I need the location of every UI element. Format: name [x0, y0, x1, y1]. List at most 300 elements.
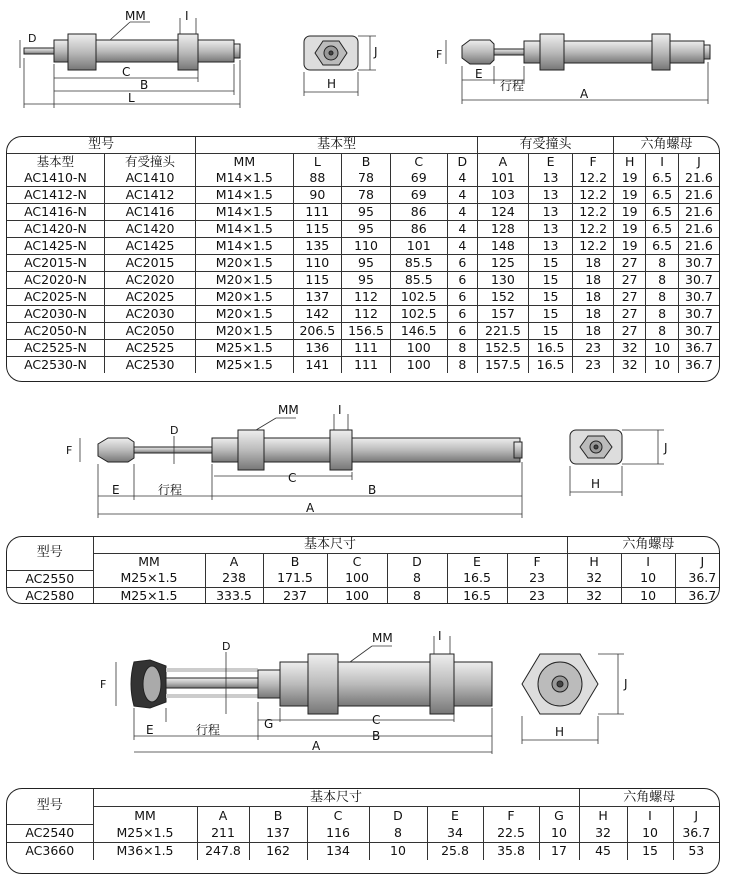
table-cell: AC2030-N: [7, 306, 104, 323]
table-cell: 15: [627, 842, 673, 860]
table-cell: 34: [427, 824, 483, 842]
table-cell: 135: [293, 238, 342, 255]
table-cell: 157: [478, 306, 529, 323]
table-cell: 8: [646, 289, 678, 306]
table-row: [7, 340, 719, 357]
table-cell: 101: [390, 238, 447, 255]
table-cell: M20×1.5: [196, 272, 293, 289]
table-cell: 8: [369, 824, 427, 842]
table-cell: 23: [573, 357, 614, 374]
column-header: I: [627, 807, 673, 825]
table-cell: 115: [293, 272, 342, 289]
table-cell: 8: [646, 323, 678, 340]
column-header: A: [478, 154, 529, 171]
table-cell: 221.5: [478, 323, 529, 340]
label-j: J: [664, 441, 668, 455]
table-row: [7, 187, 719, 204]
table-cell: 45: [579, 842, 627, 860]
table-cell: AC2015-N: [7, 255, 104, 272]
table-row: [7, 570, 720, 587]
table-row: [7, 255, 719, 272]
shock-absorber-large: [131, 654, 492, 714]
table-cell: AC1416: [104, 204, 195, 221]
label-c: C: [122, 65, 131, 79]
table-cell: AC1410: [104, 170, 195, 187]
table-cell: 102.5: [390, 306, 447, 323]
label-l: L: [128, 91, 135, 105]
table-cell: M14×1.5: [196, 170, 293, 187]
table-cell: 4: [447, 170, 477, 187]
table-cell: 8: [447, 357, 477, 374]
table-cell: AC2540: [7, 824, 93, 842]
table-cell: 21.6: [678, 221, 719, 238]
label-d: D: [222, 640, 231, 653]
table-row: [7, 306, 719, 323]
table-cell: 16.5: [447, 570, 507, 587]
table-cell: 137: [249, 824, 307, 842]
table-cell: 112: [342, 306, 391, 323]
table-cell: AC2020: [104, 272, 195, 289]
header-model: 型号: [7, 537, 93, 570]
label-stroke: 行程: [196, 723, 221, 737]
table-cell: AC2525-N: [7, 340, 104, 357]
table-cell: 27: [613, 323, 645, 340]
table-cell: 6: [447, 255, 477, 272]
table-cell: 30.7: [678, 272, 719, 289]
table-cell: 17: [539, 842, 579, 860]
label-g: G: [264, 717, 274, 731]
table-cell: 333.5: [205, 587, 263, 604]
label-f: F: [100, 678, 107, 691]
table-cell: M25×1.5: [93, 824, 197, 842]
table-cell: AC2530: [104, 357, 195, 374]
table-cell: 10: [621, 587, 675, 604]
table-cell: AC1425: [104, 238, 195, 255]
table-cell: 100: [327, 587, 387, 604]
table-cell: 15: [528, 255, 573, 272]
table-cell: 95: [342, 272, 391, 289]
header-model: 型号: [7, 789, 93, 824]
column-header: F: [573, 154, 614, 171]
column-header: H: [567, 554, 621, 571]
table-row: [7, 238, 719, 255]
table-cell: 15: [528, 323, 573, 340]
table-cell: 8: [646, 306, 678, 323]
column-header: C: [327, 554, 387, 571]
table-cell: 101: [478, 170, 529, 187]
table-cell: 18: [573, 255, 614, 272]
table-cell: M25×1.5: [196, 340, 293, 357]
table-cell: M14×1.5: [196, 221, 293, 238]
table-cell: 21.6: [678, 204, 719, 221]
table-row: [7, 842, 719, 860]
table-cell: 36.7: [678, 357, 719, 374]
table-cell: 6.5: [646, 187, 678, 204]
table-cell: 13: [528, 238, 573, 255]
table-cell: 85.5: [390, 272, 447, 289]
table-cell: 110: [342, 238, 391, 255]
subheader-row: [7, 154, 719, 171]
table-cell: 78: [342, 170, 391, 187]
label-a: A: [306, 501, 315, 515]
table-cell: 10: [627, 824, 673, 842]
table-cell: 18: [573, 289, 614, 306]
table-cell: 136: [293, 340, 342, 357]
table-cell: 21.6: [678, 238, 719, 255]
table-cell: 12.2: [573, 221, 614, 238]
column-header: G: [539, 807, 579, 825]
table-row: [7, 170, 719, 187]
column-header: MM: [93, 807, 197, 825]
table-cell: 15: [528, 289, 573, 306]
column-header: B: [342, 154, 391, 171]
table-cell: 18: [573, 306, 614, 323]
table-cell: 111: [342, 357, 391, 374]
table-cell: 16.5: [528, 340, 573, 357]
shock-absorber-side-view: [24, 34, 240, 70]
table-cell: M14×1.5: [196, 204, 293, 221]
column-header: D: [369, 807, 427, 825]
table-cell: 23: [507, 570, 567, 587]
table-cell: 247.8: [197, 842, 249, 860]
table-cell: 171.5: [263, 570, 327, 587]
table-cell: 8: [646, 255, 678, 272]
table-cell: 35.8: [483, 842, 539, 860]
table-cell: 36.7: [678, 340, 719, 357]
header-hex-nut: 六角螺母: [567, 537, 720, 554]
header-hex-nut: 六角螺母: [579, 789, 719, 807]
table-cell: 100: [327, 570, 387, 587]
subheader-row: [7, 807, 719, 825]
column-header: L: [293, 154, 342, 171]
table-cell: 95: [342, 255, 391, 272]
table-cell: 27: [613, 306, 645, 323]
table-row: [7, 221, 719, 238]
label-c: C: [372, 713, 381, 727]
label-j: J: [374, 45, 378, 59]
label-f: F: [66, 444, 73, 457]
table-cell: 30.7: [678, 306, 719, 323]
header-basic-dims: 基本尺寸: [93, 789, 579, 807]
column-header: E: [447, 554, 507, 571]
table-cell: 8: [387, 587, 447, 604]
table-cell: 12.2: [573, 187, 614, 204]
table-cell: 134: [307, 842, 369, 860]
column-header: C: [390, 154, 447, 171]
table-cell: 27: [613, 272, 645, 289]
table-cell: M20×1.5: [196, 323, 293, 340]
label-h: H: [327, 77, 337, 91]
table-cell: 86: [390, 204, 447, 221]
table-cell: 90: [293, 187, 342, 204]
column-header: E: [427, 807, 483, 825]
hex-nut-end-view-2: [570, 430, 622, 464]
table-cell: AC1420: [104, 221, 195, 238]
column-header: B: [249, 807, 307, 825]
label-i: I: [338, 403, 342, 417]
table-row: [7, 204, 719, 221]
column-header: 有受撞头: [104, 154, 195, 171]
table-cell: 23: [507, 587, 567, 604]
table-cell: 32: [567, 587, 621, 604]
shock-absorber-long: [98, 430, 522, 470]
table-cell: 100: [390, 340, 447, 357]
table-cell: 25.8: [427, 842, 483, 860]
table-cell: 32: [579, 824, 627, 842]
label-mm: MM: [372, 631, 393, 645]
label-mm: MM: [125, 9, 146, 23]
table-cell: M14×1.5: [196, 187, 293, 204]
table-cell: 23: [573, 340, 614, 357]
table-cell: 85.5: [390, 255, 447, 272]
table-cell: 12.2: [573, 238, 614, 255]
table-cell: M25×1.5: [93, 587, 205, 604]
table-cell: 6.5: [646, 204, 678, 221]
table-cell: AC2530-N: [7, 357, 104, 374]
table-cell: 27: [613, 255, 645, 272]
table-cell: 103: [478, 187, 529, 204]
table-cell: AC2025-N: [7, 289, 104, 306]
table-cell: 110: [293, 255, 342, 272]
hex-nut-end-view: [304, 36, 358, 70]
table-cell: 32: [613, 357, 645, 374]
shock-absorber-with-cap: [462, 34, 710, 70]
table-cell: 8: [646, 272, 678, 289]
column-header: C: [307, 807, 369, 825]
label-b: B: [140, 78, 149, 92]
table-cell: 141: [293, 357, 342, 374]
label-stroke: 行程: [158, 483, 183, 497]
label-c: C: [288, 471, 297, 485]
table-cell: AC2050: [104, 323, 195, 340]
table-cell: AC2020-N: [7, 272, 104, 289]
table-cell: AC1410-N: [7, 170, 104, 187]
table-cell: 112: [342, 289, 391, 306]
table-cell: 125: [478, 255, 529, 272]
table-cell: AC1412-N: [7, 187, 104, 204]
table-cell: 15: [528, 272, 573, 289]
table-cell: 100: [390, 357, 447, 374]
label-f: F: [436, 48, 443, 61]
table-cell: 6.5: [646, 170, 678, 187]
table-row: [7, 323, 719, 340]
table-cell: 30.7: [678, 289, 719, 306]
table-cell: 36.7: [675, 570, 720, 587]
table-cell: 10: [646, 357, 678, 374]
table-cell: 10: [646, 340, 678, 357]
table-cell: 10: [621, 570, 675, 587]
table-cell: 22.5: [483, 824, 539, 842]
table-row: [7, 357, 719, 374]
column-header: B: [263, 554, 327, 571]
header-basic-dims: 基本尺寸: [93, 537, 567, 554]
table-cell: 6.5: [646, 238, 678, 255]
table-cell: AC2550: [7, 570, 93, 587]
label-b: B: [368, 483, 377, 497]
column-header: J: [675, 554, 720, 571]
label-j: J: [624, 677, 628, 691]
table-cell: 116: [307, 824, 369, 842]
table-cell: 4: [447, 204, 477, 221]
table-cell: 16.5: [447, 587, 507, 604]
table-cell: 4: [447, 221, 477, 238]
column-header: E: [528, 154, 573, 171]
diagram-top-row: [0, 0, 730, 135]
table-cell: AC2030: [104, 306, 195, 323]
table-cell: 95: [342, 221, 391, 238]
table-cell: 152: [478, 289, 529, 306]
table-cell: 13: [528, 187, 573, 204]
table-cell: 206.5: [293, 323, 342, 340]
table-cell: AC2050-N: [7, 323, 104, 340]
table-cell: 4: [447, 187, 477, 204]
column-header: MM: [196, 154, 293, 171]
table-cell: AC1412: [104, 187, 195, 204]
table-cell: AC1420-N: [7, 221, 104, 238]
table-cell: 128: [478, 221, 529, 238]
table-cell: M25×1.5: [196, 357, 293, 374]
table-cell: 10: [539, 824, 579, 842]
header-model: 型号: [7, 137, 196, 154]
table-cell: 32: [567, 570, 621, 587]
diagram-bottom: [0, 626, 730, 758]
table-cell: 8: [387, 570, 447, 587]
table-cell: 86: [390, 221, 447, 238]
table-cell: 19: [613, 170, 645, 187]
table-cell: AC1416-N: [7, 204, 104, 221]
table-cell: 16.5: [528, 357, 573, 374]
label-e: E: [112, 483, 120, 497]
table-cell: 102.5: [390, 289, 447, 306]
header-basic-model: 基本型: [196, 137, 478, 154]
label-d: D: [170, 424, 179, 437]
column-header: I: [621, 554, 675, 571]
table-row: [7, 289, 719, 306]
label-a: A: [312, 739, 321, 753]
label-b: B: [372, 729, 381, 743]
table-cell: 13: [528, 204, 573, 221]
table-cell: 157.5: [478, 357, 529, 374]
table-cell: 78: [342, 187, 391, 204]
table-cell: 53: [673, 842, 719, 860]
table-cell: 148: [478, 238, 529, 255]
table-cell: 27: [613, 289, 645, 306]
table-row: [7, 824, 719, 842]
table-cell: 162: [249, 842, 307, 860]
table-cell: M20×1.5: [196, 306, 293, 323]
spec-table-1: [6, 136, 720, 382]
label-d: D: [28, 32, 37, 45]
label-i: I: [185, 9, 189, 23]
label-mm: MM: [278, 403, 299, 417]
header-with-cap: 有受撞头: [478, 137, 614, 154]
table-cell: 18: [573, 272, 614, 289]
table-cell: 12.2: [573, 170, 614, 187]
header-hex-nut: 六角螺母: [613, 137, 719, 154]
diagram-middle: [0, 396, 730, 524]
column-header: J: [678, 154, 719, 171]
table-cell: 6.5: [646, 221, 678, 238]
table-cell: 6: [447, 272, 477, 289]
column-header: A: [197, 807, 249, 825]
table-cell: 8: [447, 340, 477, 357]
spec-table-2: [6, 536, 720, 604]
table-cell: 111: [342, 340, 391, 357]
table-cell: 32: [613, 340, 645, 357]
label-e: E: [146, 723, 154, 737]
spec-table-3: [6, 788, 720, 874]
table-cell: 6: [447, 306, 477, 323]
table-cell: AC2580: [7, 587, 93, 604]
column-header: D: [387, 554, 447, 571]
table-cell: 6: [447, 323, 477, 340]
table-cell: 21.6: [678, 170, 719, 187]
table-cell: 12.2: [573, 204, 614, 221]
table-cell: 146.5: [390, 323, 447, 340]
table-cell: 211: [197, 824, 249, 842]
table-cell: 152.5: [478, 340, 529, 357]
table-cell: AC2025: [104, 289, 195, 306]
table-cell: 237: [263, 587, 327, 604]
table-cell: 124: [478, 204, 529, 221]
table-cell: 238: [205, 570, 263, 587]
table-cell: 130: [478, 272, 529, 289]
table-cell: 19: [613, 238, 645, 255]
table-row: [7, 272, 719, 289]
table-cell: 19: [613, 204, 645, 221]
subheader-row: [7, 554, 720, 571]
label-a: A: [580, 87, 589, 101]
label-stroke: 行程: [500, 79, 525, 93]
label-h: H: [591, 477, 601, 491]
table-row: [7, 587, 720, 604]
table-cell: 6: [447, 289, 477, 306]
table-cell: 30.7: [678, 323, 719, 340]
column-header: F: [507, 554, 567, 571]
label-i: I: [438, 629, 442, 643]
table-cell: M25×1.5: [93, 570, 205, 587]
table-cell: AC2525: [104, 340, 195, 357]
table-cell: 15: [528, 306, 573, 323]
table-cell: 36.7: [673, 824, 719, 842]
column-header: D: [447, 154, 477, 171]
column-header: H: [579, 807, 627, 825]
table-cell: 13: [528, 170, 573, 187]
column-header: 基本型: [7, 154, 104, 171]
table-cell: 4: [447, 238, 477, 255]
table-cell: 142: [293, 306, 342, 323]
table-cell: M14×1.5: [196, 238, 293, 255]
table-cell: 88: [293, 170, 342, 187]
table-cell: 69: [390, 170, 447, 187]
table-cell: 21.6: [678, 187, 719, 204]
table-cell: 95: [342, 204, 391, 221]
column-header: MM: [93, 554, 205, 571]
table-cell: M20×1.5: [196, 255, 293, 272]
table-cell: 156.5: [342, 323, 391, 340]
table-cell: AC3660: [7, 842, 93, 860]
table-cell: 137: [293, 289, 342, 306]
table-cell: M20×1.5: [196, 289, 293, 306]
table-cell: 19: [613, 221, 645, 238]
column-header: A: [205, 554, 263, 571]
column-header: I: [646, 154, 678, 171]
label-e: E: [475, 67, 483, 81]
column-header: F: [483, 807, 539, 825]
label-h: H: [555, 725, 565, 739]
column-header: H: [613, 154, 645, 171]
table-cell: 13: [528, 221, 573, 238]
